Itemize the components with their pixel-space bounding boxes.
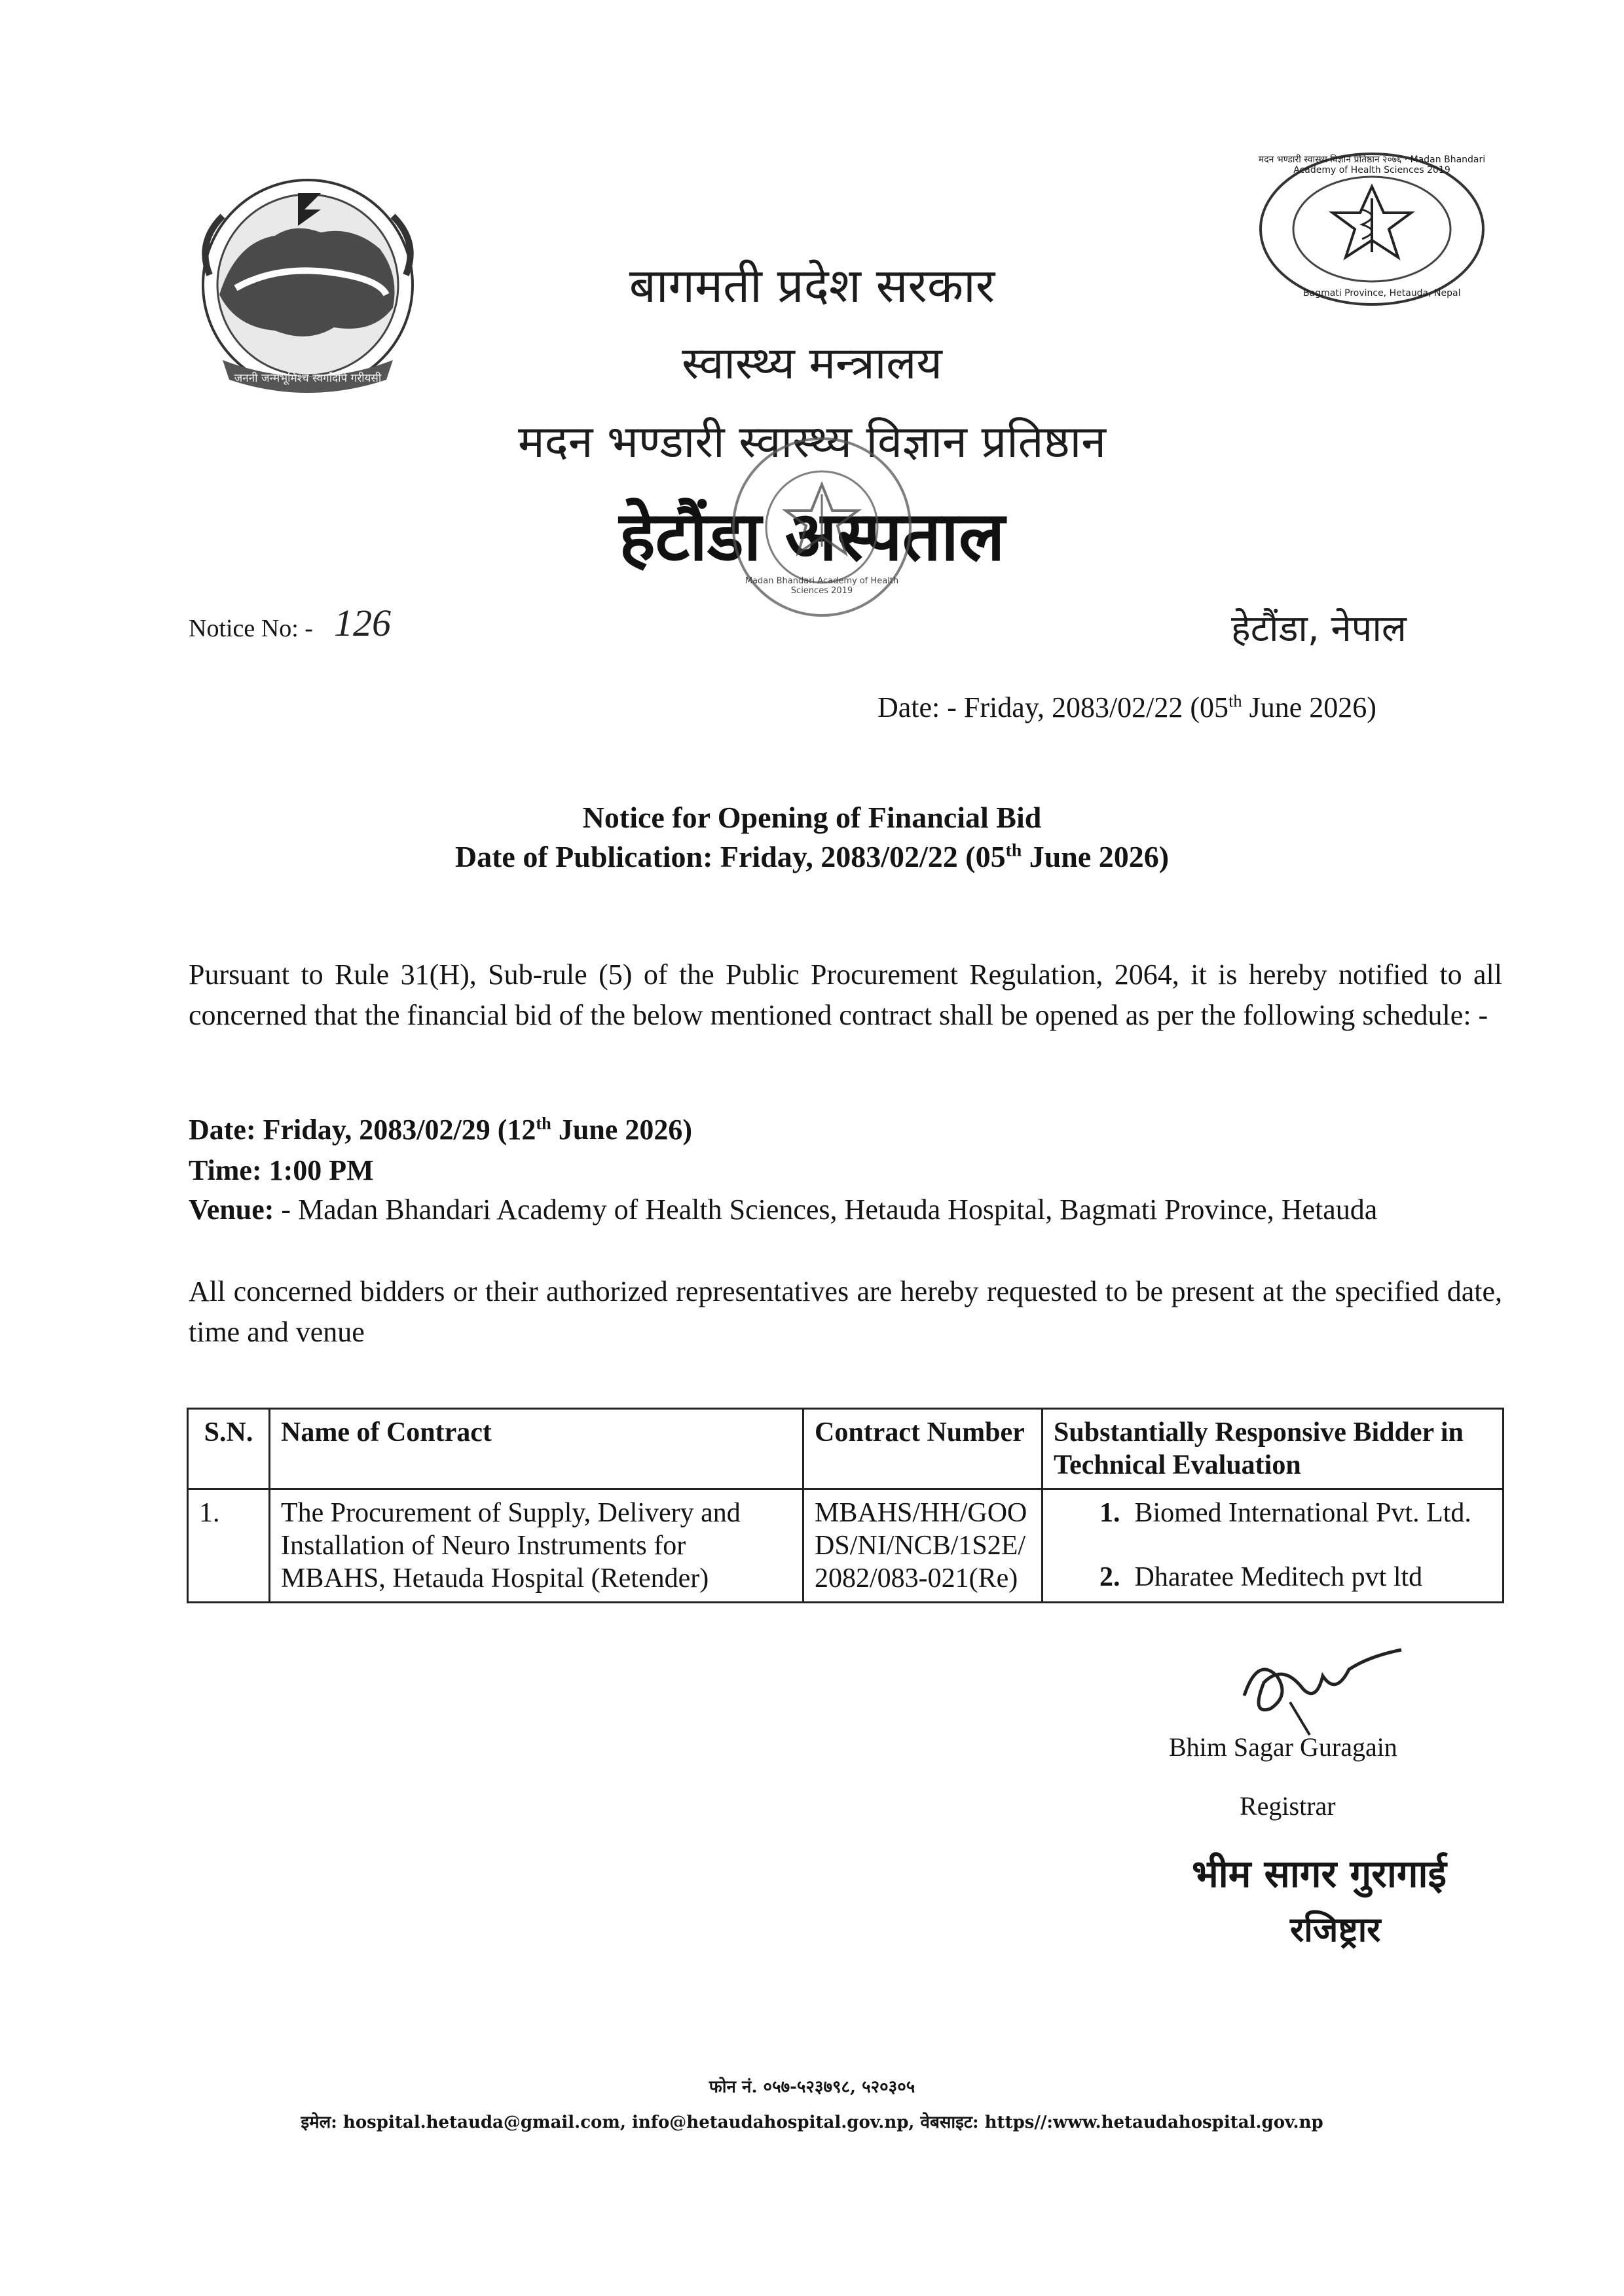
header-location: हेटौंडा, नेपाल: [1231, 608, 1407, 650]
academy-logo-bottom-text: Bagmati Province, Hetauda, Nepal: [1303, 288, 1461, 299]
footer-phone: फोन नं. ०५७-५२३७९८, ५२०३०५: [709, 2077, 915, 2097]
table-header-row: [188, 1409, 1504, 1489]
academy-logo-ring-text: मदन भण्डारी स्वास्थ्य विज्ञान प्रतिष्ठान २०७६ · Madan Bhandari Academy of Health Sciences 2019: [1258, 155, 1486, 175]
bidder-item: [1054, 1497, 1492, 1529]
office-stamp-ring-text: Madan Bhandari Academy of Health Sciences 2019: [745, 576, 899, 596]
schedule-date-sup: th: [536, 1113, 551, 1133]
bidder-number: 2.: [1099, 1562, 1120, 1592]
intro-paragraph: Pursuant to Rule 31(H), Sub-rule (5) of the Public Procurement Regulation, 2064, it is hereby notified to all concerned that the financial bid of the below mentioned contract shall be opened as per the following schedule: -: [189, 958, 1502, 1031]
signatory-name: Bhim Sagar Guragain: [1169, 1732, 1397, 1762]
notice-title: Notice for Opening of Financial Bid: [582, 801, 1042, 834]
header-line-ministry: स्वास्थ्य मन्त्रालय: [682, 338, 942, 390]
schedule-date-suffix: June 2026): [551, 1114, 692, 1146]
publication-date-suffix: June 2026): [1022, 840, 1170, 873]
schedule-date-label: Date: Friday, 2083/02/29 (12: [189, 1114, 536, 1146]
notice-number-label: Notice No: -: [189, 615, 313, 642]
row-contract-number: MBAHS/HH/GOODS/NI/NCB/1S2E/2082/083-021(Re): [803, 1489, 1043, 1603]
closing-paragraph: All concerned bidders or their authorized representatives are hereby requested to be present at the specified date, time and venue: [189, 1275, 1502, 1348]
header-responsive-bidder: Substantially Responsive Bidder in Technical Evaluation: [1043, 1409, 1504, 1489]
schedule-venue-label: Venue:: [189, 1194, 274, 1226]
schedule-time: Time: 1:00 PM: [189, 1154, 374, 1186]
notice-number-handwritten: 126: [334, 602, 391, 644]
bidder-item: [1054, 1561, 1492, 1594]
signatory-title: Registrar: [1240, 1791, 1336, 1821]
header-line-hospital: हेटौंडा अस्पताल: [619, 496, 1005, 576]
bidder-name: Biomed International Pvt. Ltd.: [1134, 1498, 1471, 1528]
table-row: [188, 1489, 1504, 1603]
footer-contact: इमेल: hospital.hetauda@gmail.com, info@hetaudahospital.gov.np, वेबसाइट: https//:www.hetaudahospital.gov.np: [301, 2113, 1323, 2132]
header-contract-number: Contract Number: [803, 1409, 1043, 1489]
publication-date-sup: th: [1005, 839, 1022, 860]
emblem-motto: जननी जन्मभूमिश्च स्वर्गादपि गरीयसी: [234, 372, 382, 385]
header-line-academy: मदन भण्डारी स्वास्थ्य विज्ञान प्रतिष्ठान: [518, 416, 1106, 468]
schedule-venue-value: - Madan Bhandari Academy of Health Sciences, Hetauda Hospital, Bagmati Province, Hetauda: [274, 1194, 1378, 1226]
row-contract-name: The Procurement of Supply, Delivery and Installation of Neuro Instruments for MBAHS, Hetauda Hospital (Retender): [270, 1489, 803, 1603]
schedule-venue: [189, 1193, 1377, 1226]
notice-date: [877, 691, 1376, 724]
notice-date-sup: th: [1228, 691, 1242, 711]
contract-table: [187, 1408, 1504, 1603]
nepal-emblem-icon: [183, 164, 432, 399]
notice-date-suffix: June 2026): [1242, 691, 1376, 723]
header-contract-name: Name of Contract: [270, 1409, 803, 1489]
office-stamp-icon: [724, 429, 920, 625]
header-sn: S.N.: [188, 1409, 270, 1489]
schedule-date: [189, 1113, 692, 1146]
header-line-government: बागमती प्रदेश सरकार: [629, 258, 995, 313]
bidder-number: 1.: [1099, 1498, 1120, 1528]
signature-icon: [1231, 1637, 1414, 1741]
signatory-stamp-name: भीम सागर गुरागाई: [1192, 1851, 1447, 1896]
notice-date-prefix: Date: - Friday, 2083/02/22 (05: [877, 691, 1229, 723]
signatory-stamp-title: रजिष्ट्रार: [1290, 1910, 1381, 1950]
publication-date-prefix: Date of Publication: Friday, 2083/02/22 (05: [454, 840, 1006, 873]
row-sn: 1.: [188, 1489, 270, 1603]
row-bidders: [1043, 1489, 1504, 1603]
publication-date: [0, 839, 1624, 874]
bidder-name: Dharatee Meditech pvt ltd: [1134, 1562, 1423, 1592]
